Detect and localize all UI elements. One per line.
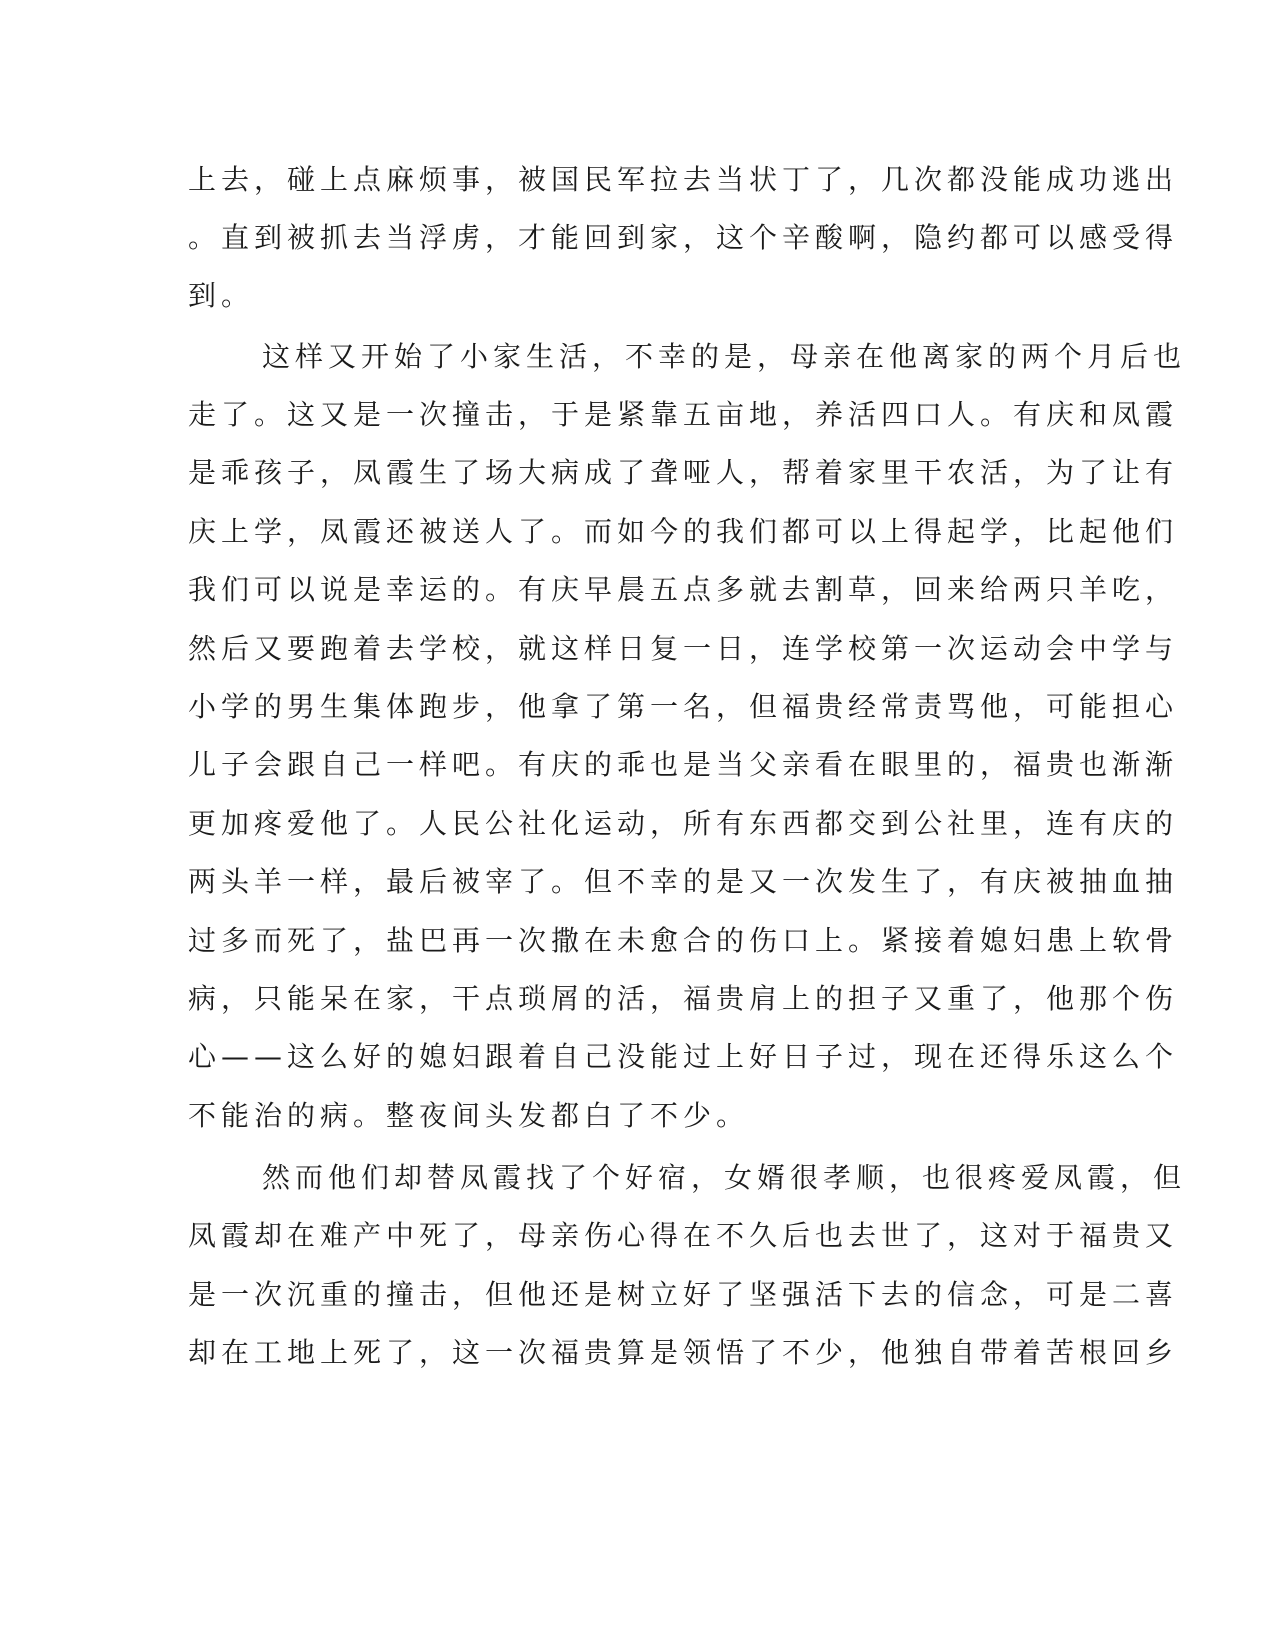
paragraph-first-line: 这样又开始了小家生活，不幸的是，母亲在他离家的两个月后也: [262, 340, 1187, 373]
text-line: 庆上学，凤霞还被送人了。而如今的我们都可以上得起学，比起他们: [188, 515, 1179, 548]
paragraph-first-line: 然而他们却替凤霞找了个好宿，女婿很孝顺，也很疼爱凤霞，但: [262, 1161, 1187, 1194]
text-line: 更加疼爱他了。人民公社化运动，所有东西都交到公社里，连有庆的: [188, 807, 1179, 840]
text-line: 然后又要跑着去学校，就这样日复一日，连学校第一次运动会中学与: [188, 632, 1179, 665]
text-line: 儿子会跟自己一样吧。有庆的乖也是当父亲看在眼里的，福贵也渐渐: [188, 748, 1179, 781]
text-line: 过多而死了，盐巴再一次撒在未愈合的伤口上。紧接着媳妇患上软骨: [188, 924, 1179, 957]
text-line: 小学的男生集体跑步，他拿了第一名，但福贵经常责骂他，可能担心: [188, 690, 1179, 723]
text-line: 凤霞却在难产中死了，母亲伤心得在不久后也去世了，这对于福贵又: [188, 1219, 1179, 1252]
text-line: 是乖孩子，凤霞生了场大病成了聋哑人，帮着家里干农活，为了让有: [188, 456, 1179, 489]
text-line: 是一次沉重的撞击，但他还是树立好了坚强活下去的信念，可是二喜: [188, 1278, 1179, 1311]
text-line: 心——这么好的媳妇跟着自己没能过上好日子过，现在还得乐这么个: [188, 1040, 1179, 1073]
text-line: 两头羊一样，最后被宰了。但不幸的是又一次发生了，有庆被抽血抽: [188, 865, 1179, 898]
text-line: 病，只能呆在家，干点琐屑的活，福贵肩上的担子又重了，他那个伤: [188, 982, 1179, 1015]
text-line: 我们可以说是幸运的。有庆早晨五点多就去割草，回来给两只羊吃，: [188, 573, 1179, 606]
text-line: 却在工地上死了，这一次福贵算是领悟了不少，他独自带着苦根回乡: [188, 1336, 1179, 1369]
text-line: 上去，碰上点麻烦事，被国民军拉去当状丁了，几次都没能成功逃出: [188, 163, 1179, 196]
text-line: 不能治的病。整夜间头发都白了不少。: [188, 1099, 750, 1132]
text-line: 到。: [188, 279, 255, 312]
text-line: 。直到被抓去当浮虏，才能回到家，这个辛酸啊，隐约都可以感受得: [188, 221, 1179, 254]
text-line: 走了。这又是一次撞击，于是紧靠五亩地，养活四口人。有庆和凤霞: [188, 398, 1179, 431]
